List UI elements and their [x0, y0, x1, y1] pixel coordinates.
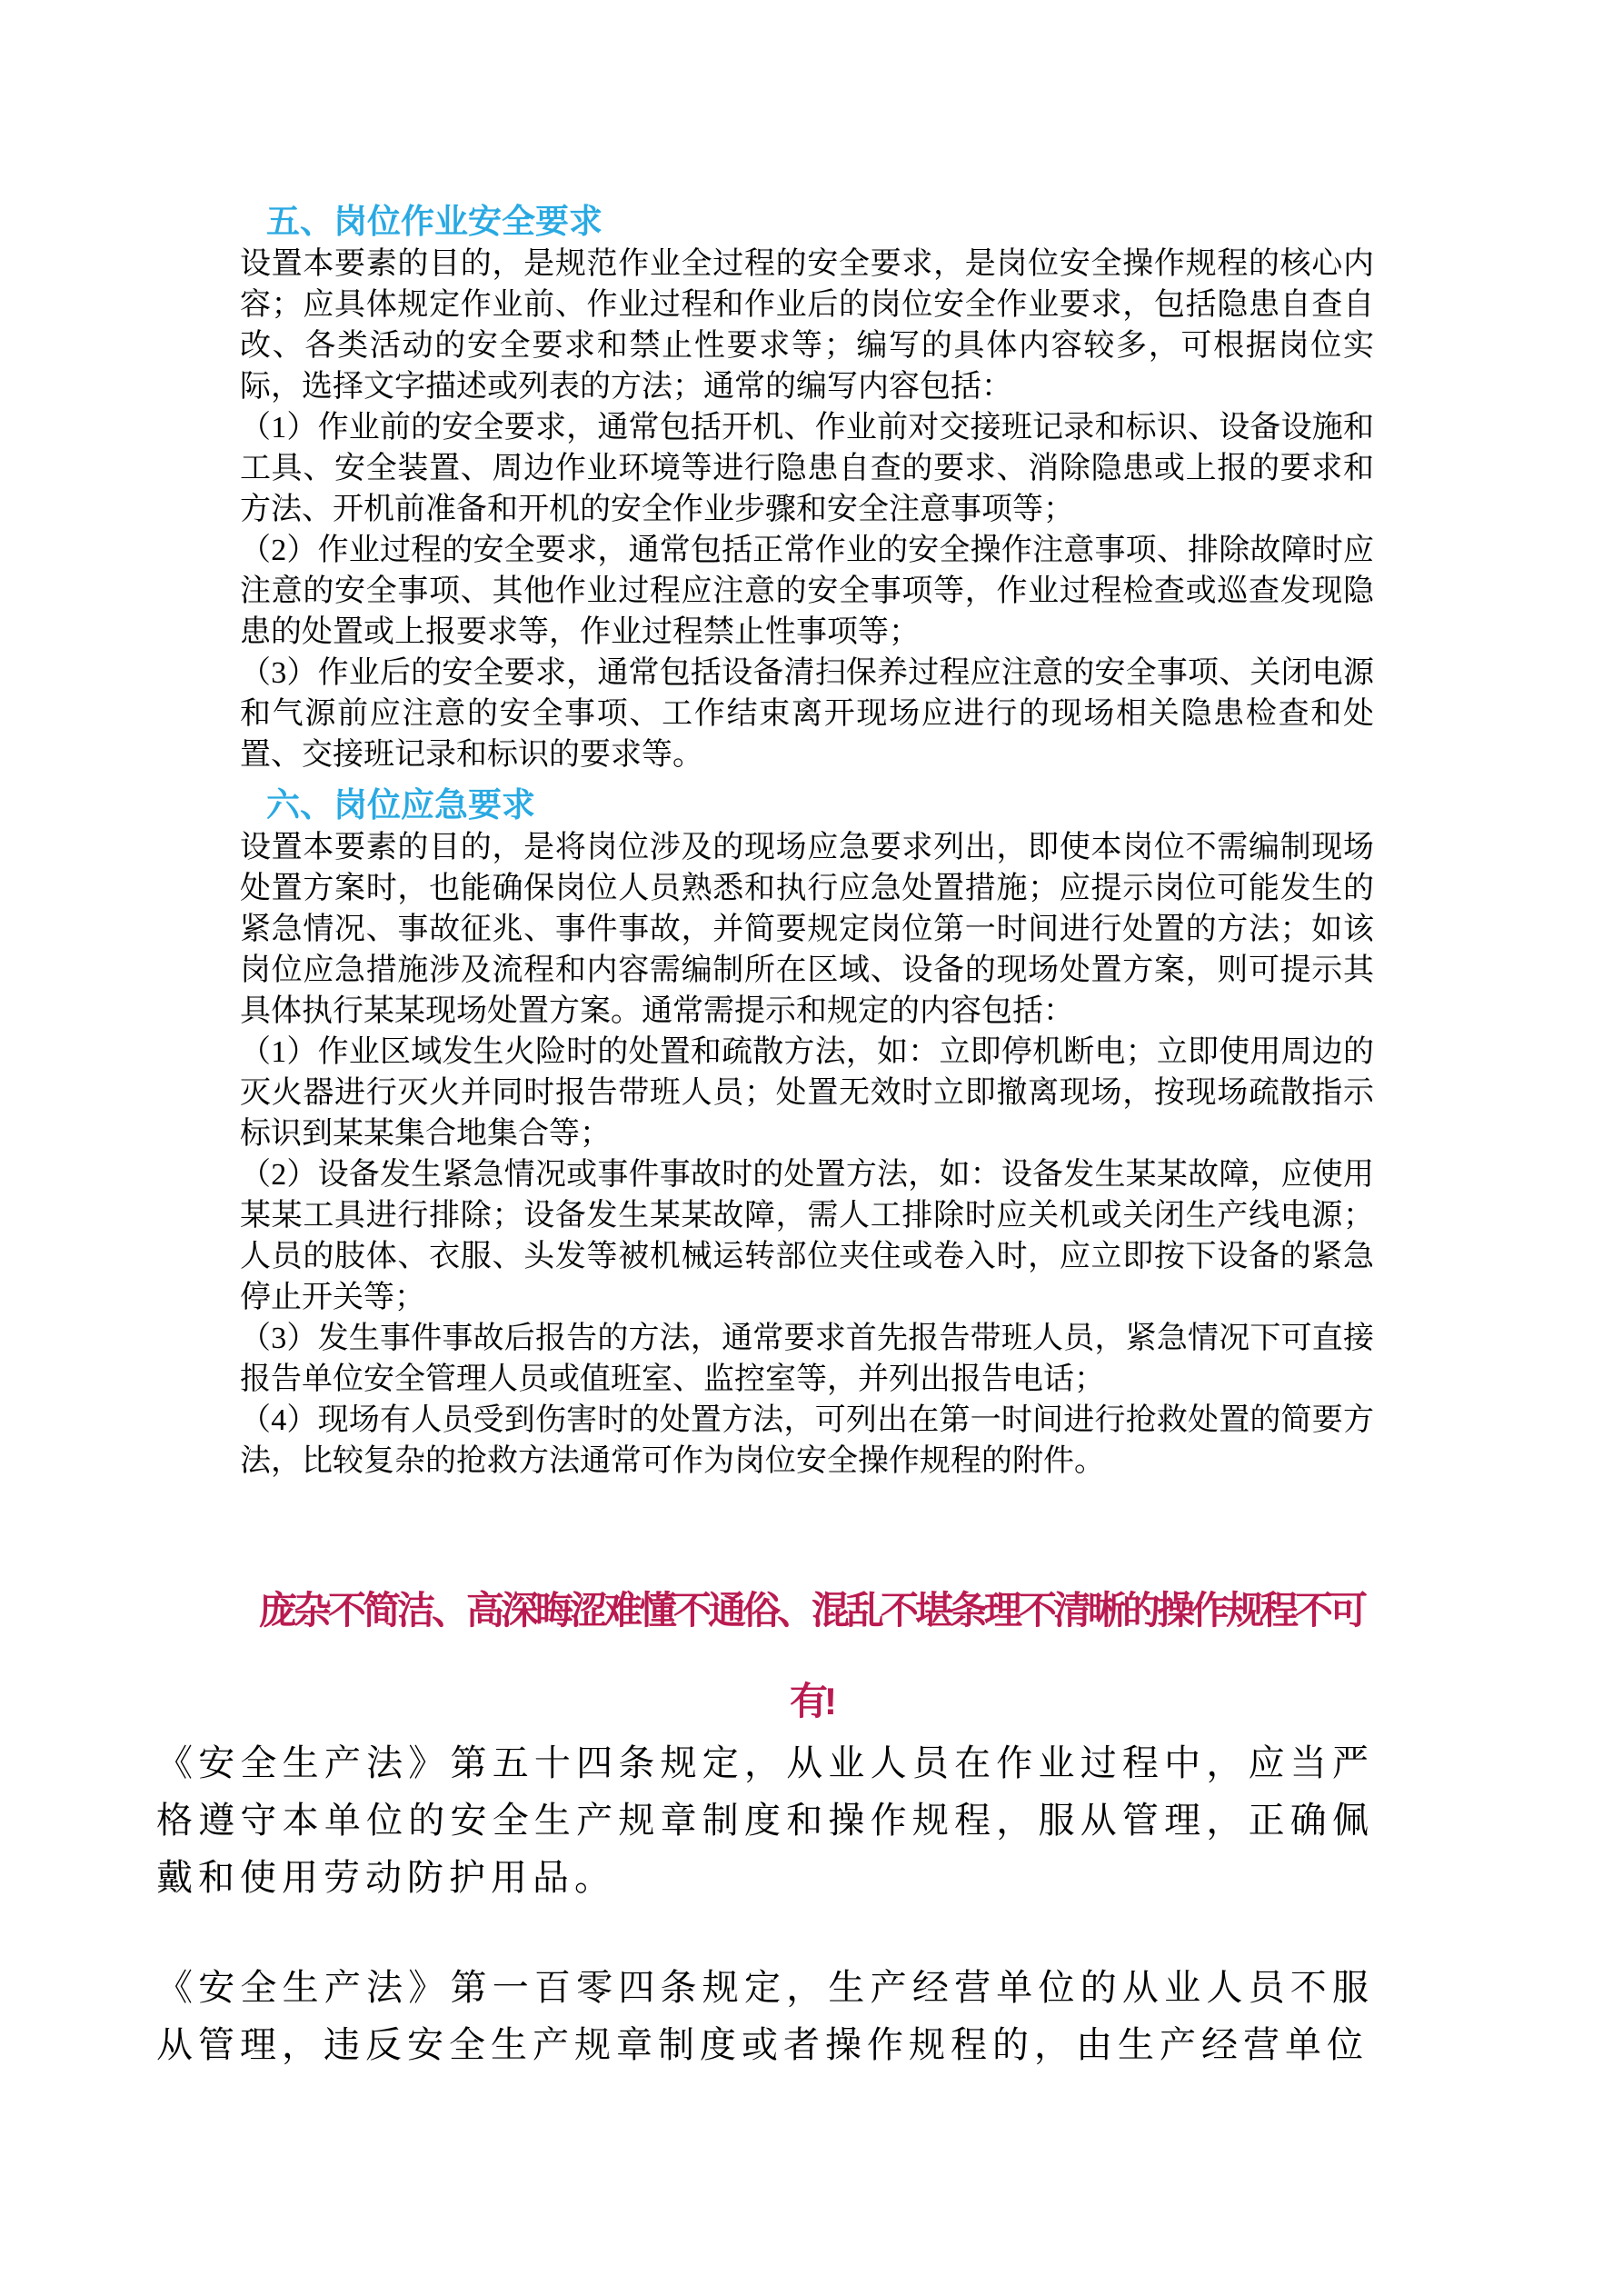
section-5-paragraph-item1: （1）作业前的安全要求，通常包括开机、作业前对交接班记录和标识、设备设施和工具、安全装置、周边作业环境等进行隐患自查的要求、消除隐患或上报的要求和方法、开机前准备和开机的安全作业步骤和安全注意事项等；	[240, 411, 1374, 526]
section-6-paragraph-item1: （1）作业区域发生火险时的处置和疏散方法，如：立即停机断电；立即使用周边的灭火器进行灭火并同时报告带班人员；处置无效时立即撤离现场，按现场疏散指示标识到某某集合地集合等；	[240, 1035, 1374, 1151]
section-5-heading: 五、岗位作业安全要求	[266, 204, 602, 241]
section-5-paragraph-item2: （2）作业过程的安全要求，通常包括正常作业的安全操作注意事项、排除故障时应注意的安全事项、其他作业过程应注意的安全事项等，作业过程检查或巡查发现隐患的处置或上报要求等，作业过程禁止性事项等；	[240, 534, 1374, 649]
warning-line-1: 庞杂不简洁、高深晦涩难懂不通俗、混乱不堪条理不清晰的操作规程不可	[258, 1589, 1364, 1632]
section-6-paragraph-item4: （4）现场有人员受到伤害时的处置方法，可列出在第一时间进行抢救处置的简要方法，比较复杂的抢救方法通常可作为岗位安全操作规程的附件。	[240, 1403, 1374, 1478]
section-5-paragraph-intro: 设置本要素的目的，是规范作业全过程的安全要求，是岗位安全操作规程的核心内容；应具体规定作业前、作业过程和作业后的岗位安全作业要求，包括隐患自查自改、各类活动的安全要求和禁止性要求等；编写的具体内容较多，可根据岗位实际，选择文字描述或列表的方法；通常的编写内容包括：	[240, 247, 1374, 404]
section-6-paragraph-item2: （2）设备发生紧急情况或事件事故时的处置方法，如：设备发生某某故障，应使用某某工具进行排除；设备发生某某故障，需人工排除时应关机或关闭生产线电源；人员的肢体、衣服、头发等被机械运转部位夹住或卷入时，应立即按下设备的紧急停止开关等；	[240, 1158, 1374, 1314]
section-6-paragraph-item3: （3）发生事件事故后报告的方法，通常要求首先报告带班人员，紧急情况下可直接报告单位安全管理人员或值班室、监控室等，并列出报告电话；	[240, 1322, 1374, 1396]
warning-banner	[0, 1565, 1623, 1747]
section-6-paragraph-intro: 设置本要素的目的，是将岗位涉及的现场应急要求列出，即使本岗位不需编制现场处置方案时，也能确保岗位人员熟悉和执行应急处置措施；应提示岗位可能发生的紧急情况、事故征兆、事件事故，并简要规定岗位第一时间进行处置的方法；如该岗位应急措施涉及流程和内容需编制所在区域、设备的现场处置方案，则可提示其具体执行某某现场处置方案。通常需提示和规定的内容包括：	[240, 831, 1374, 1028]
section-6-heading: 六、岗位应急要求	[266, 787, 535, 824]
law-quote-article-104: 《安全生产法》第一百零四条规定，生产经营单位的从业人员不服从管理，违反安全生产规章制度或者操作规程的，由生产经营单位	[156, 1967, 1374, 2065]
warning-line-2: 有!	[790, 1680, 833, 1722]
section-5-paragraph-item3: （3）作业后的安全要求，通常包括设备清扫保养过程应注意的安全事项、关闭电源和气源前应注意的安全事项、工作结束离开现场应进行的现场相关隐患检查和处置、交接班记录和标识的要求等。	[240, 656, 1374, 772]
law-quotes-block	[156, 1734, 1374, 2073]
main-text-block	[240, 201, 1374, 1482]
law-quote-article-54: 《安全生产法》第五十四条规定，从业人员在作业过程中，应当严格遵守本单位的安全生产规章制度和操作规程，服从管理，正确佩戴和使用劳动防护用品。	[156, 1742, 1374, 1898]
